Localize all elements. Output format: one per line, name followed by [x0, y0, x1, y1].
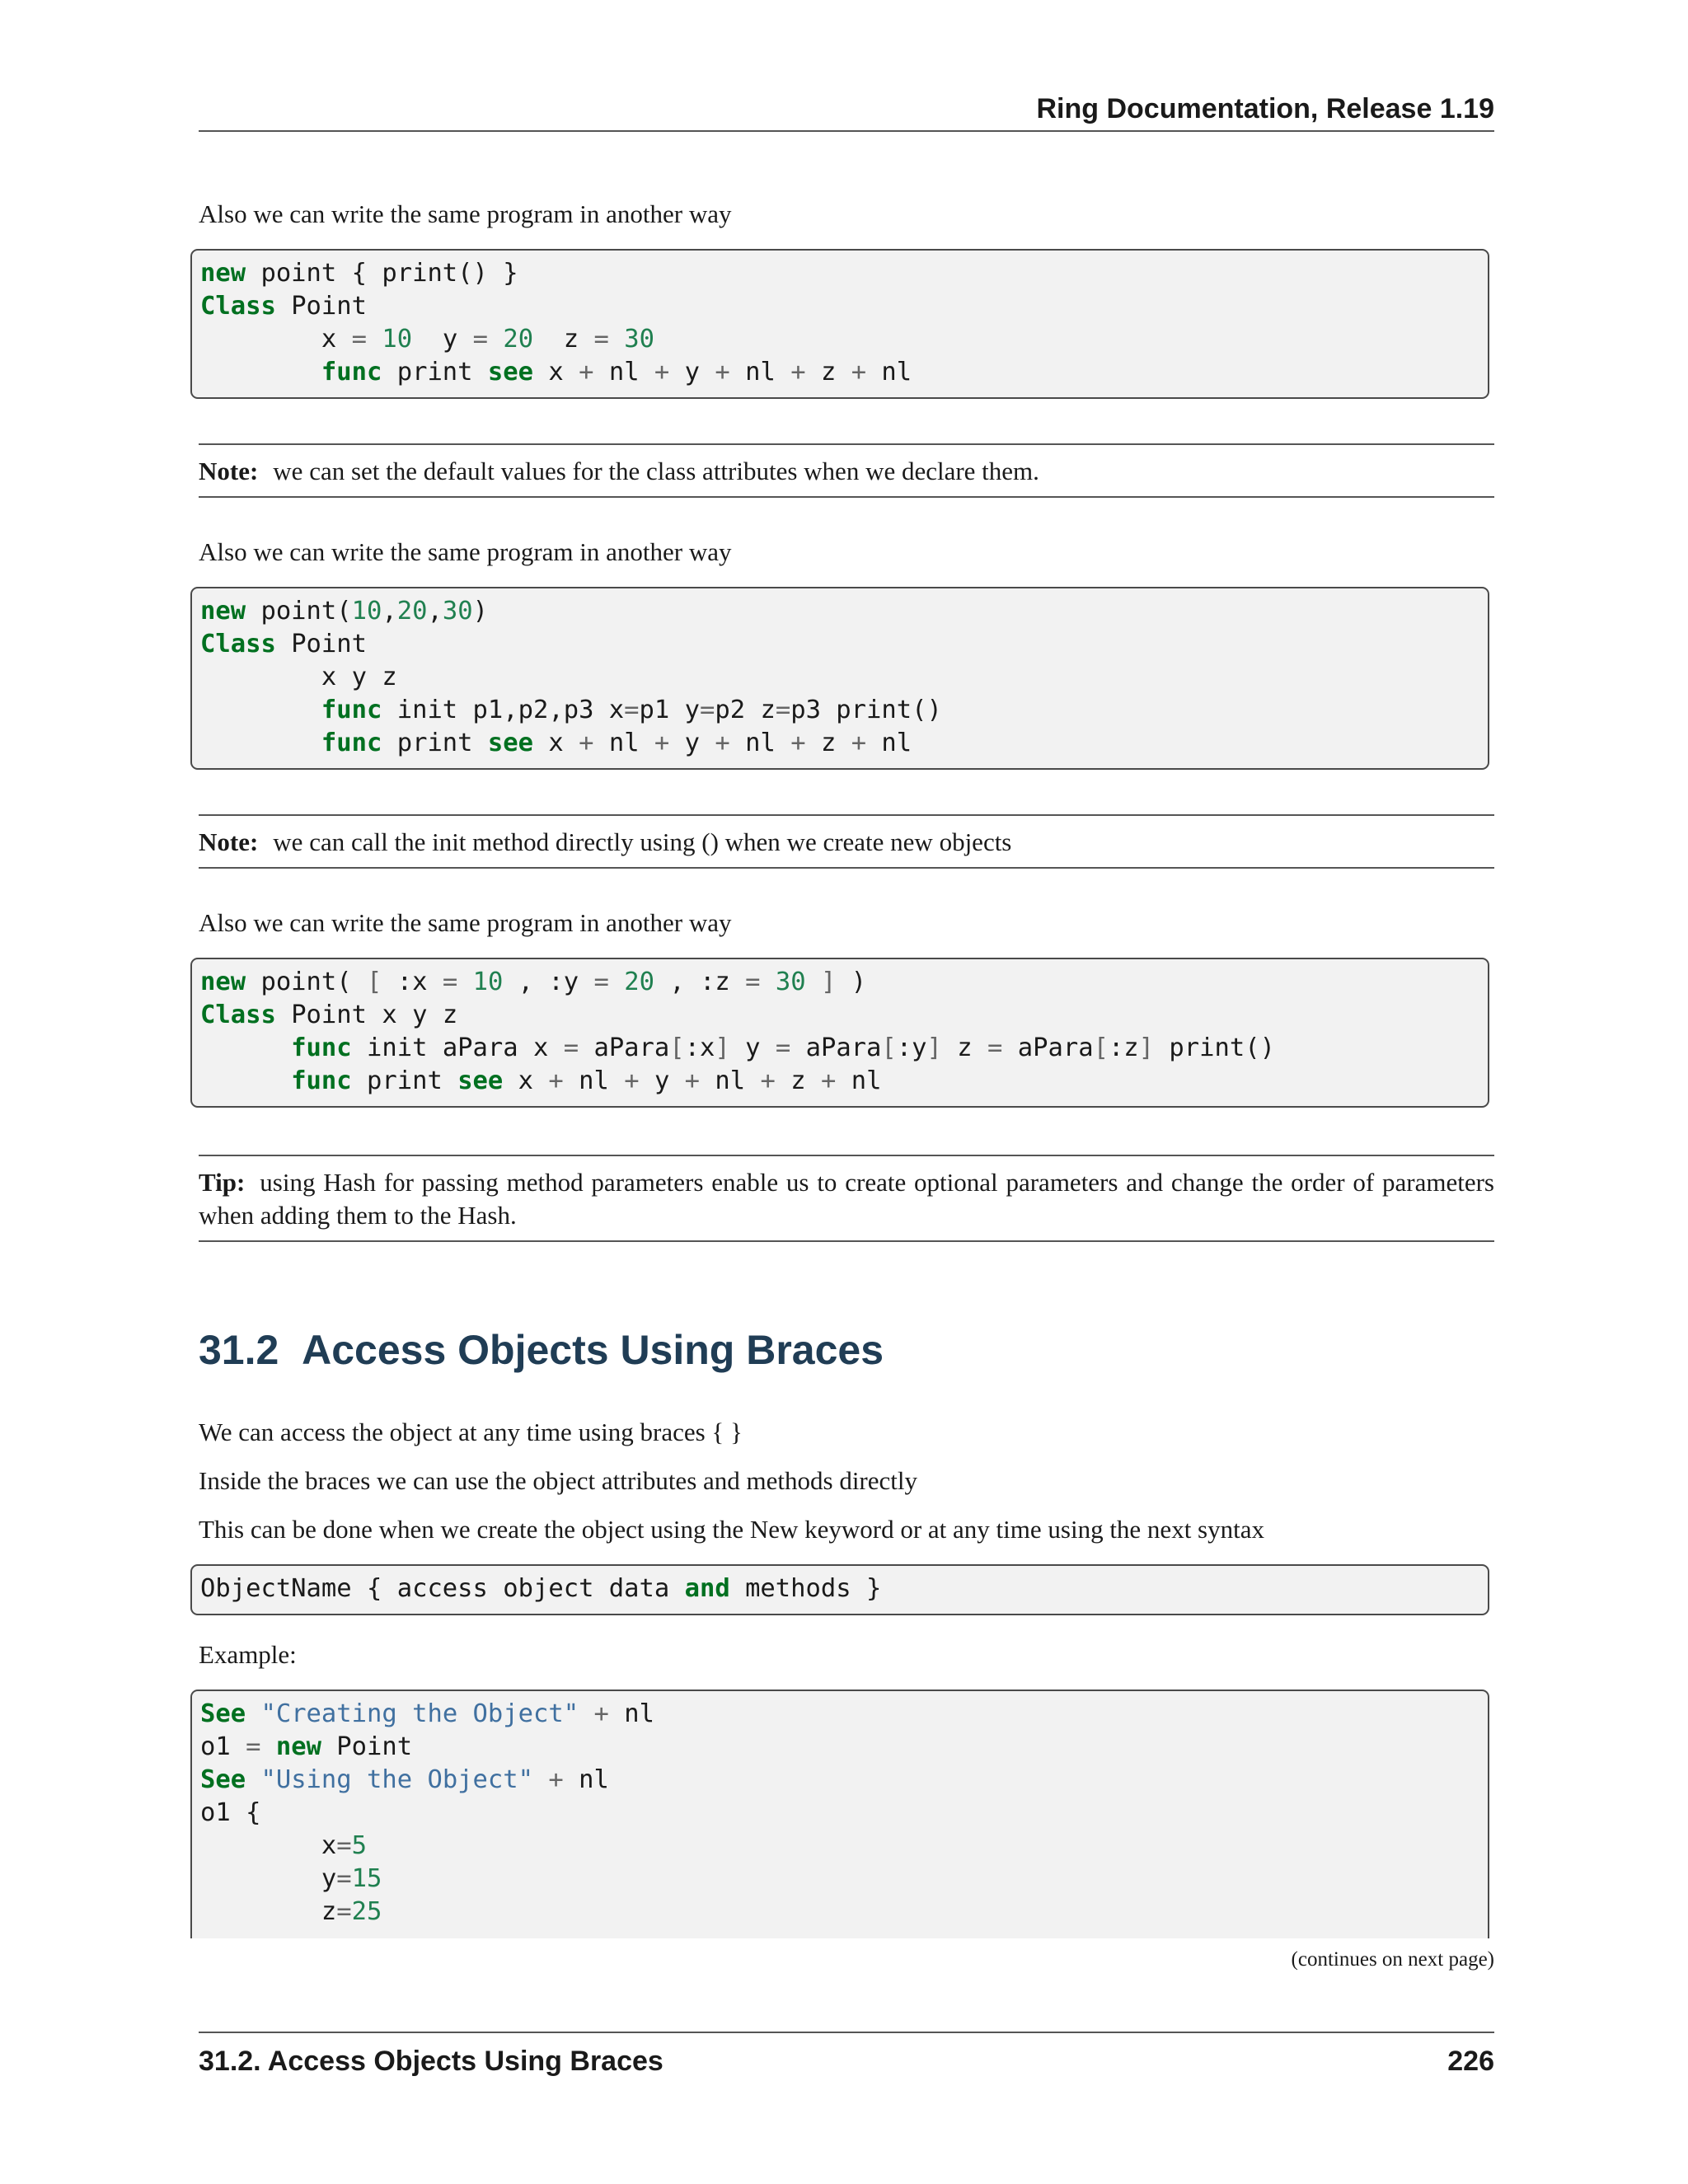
code-text: aPara [1002, 1033, 1094, 1062]
code-keyword: func [321, 696, 382, 724]
code-operator: + [548, 1066, 564, 1095]
code-operator: + [790, 729, 806, 757]
code-keyword: new [200, 597, 246, 626]
code-line [200, 1032, 1488, 1065]
code-text [200, 1066, 291, 1095]
code-number: 30 [775, 968, 806, 996]
code-keyword: Class [200, 292, 276, 321]
code-operator: [ [1093, 1033, 1109, 1062]
code-number: 20 [624, 968, 654, 996]
code-operator: ] [715, 1033, 730, 1062]
tip-text: using Hash for passing method parameters enable us to create optional parameters and change the order of parameters when adding them to the Hash. [199, 1168, 1494, 1230]
code-text: print [351, 1066, 458, 1095]
code-keyword: See [200, 1765, 246, 1794]
code-text: y [639, 1066, 685, 1095]
code-keyword: new [275, 1732, 321, 1761]
code-line [200, 727, 1488, 760]
code-text: point( [246, 597, 352, 626]
code-text: point { print() } [246, 259, 518, 288]
code-text: print [382, 358, 488, 387]
code-text: nl [563, 1765, 609, 1794]
code-text: nl [729, 729, 791, 757]
code-line [200, 356, 1488, 389]
code-text [806, 968, 821, 996]
code-number: 30 [442, 597, 473, 626]
code-number: 20 [396, 597, 428, 626]
code-block [190, 958, 1489, 1108]
note-text: we can set the default values for the class attributes when we declare them. [273, 457, 1039, 485]
code-line [200, 1065, 1488, 1098]
code-operator: + [593, 1699, 609, 1728]
code-keyword: See [200, 1699, 246, 1728]
code-operator: + [820, 1066, 837, 1095]
code-line [200, 1863, 1488, 1896]
code-text: :x [382, 968, 443, 996]
code-text [367, 325, 382, 354]
code-text: o1 [200, 1732, 246, 1761]
paragraph: Also we can write the same program in another way [199, 199, 732, 228]
code-text: ) [836, 968, 867, 996]
code-number: 20 [503, 325, 534, 354]
code-keyword: new [200, 259, 246, 288]
code-text: p1 y [639, 696, 700, 724]
code-number: 30 [624, 325, 654, 354]
note-box [199, 443, 1494, 498]
code-text: methods } [729, 1574, 882, 1603]
code-line [200, 1896, 1488, 1929]
code-operator: + [654, 729, 670, 757]
paragraph: Inside the braces we can use the object attributes and methods directly [199, 1466, 917, 1495]
code-number: 10 [382, 325, 413, 354]
continues-note: (continues on next page) [1291, 1948, 1494, 1971]
code-operator: = [336, 1831, 352, 1860]
code-operator: [ [367, 968, 382, 996]
code-text: Point [275, 292, 368, 321]
code-text: p2 z [715, 696, 776, 724]
code-keyword: Class [200, 1001, 276, 1029]
code-text: z [805, 358, 851, 387]
code-operator: ] [926, 1033, 942, 1062]
code-operator: = [700, 696, 715, 724]
code-text: z [941, 1033, 987, 1062]
code-text: z [200, 1897, 337, 1926]
code-keyword: see [487, 729, 533, 757]
code-text: y [669, 729, 715, 757]
paragraph: We can access the object at any time using braces { } [199, 1418, 743, 1446]
code-line [200, 661, 1488, 694]
code-text: o1 { [200, 1798, 261, 1827]
code-number: 10 [351, 597, 382, 626]
code-text: , :z [654, 968, 746, 996]
code-operator: + [715, 729, 730, 757]
code-text: init aPara x [351, 1033, 564, 1062]
code-text [488, 325, 503, 354]
tip-box [199, 1155, 1494, 1242]
code-text [200, 358, 321, 387]
code-text: x [533, 358, 579, 387]
code-string: "Using the Object" [260, 1765, 533, 1794]
code-text: nl [836, 1066, 882, 1095]
code-operator: + [684, 1066, 701, 1095]
code-line [200, 595, 1488, 628]
code-block [190, 249, 1489, 399]
code-line [200, 1572, 1488, 1605]
code-text [761, 968, 776, 996]
code-text: y [669, 358, 715, 387]
code-keyword: func [291, 1066, 352, 1095]
code-text: , [382, 597, 397, 626]
code-text: :y [896, 1033, 927, 1062]
code-operator: = [351, 325, 368, 354]
note-label: Note: [199, 457, 259, 485]
code-text: aPara [579, 1033, 670, 1062]
code-operator: = [775, 1033, 791, 1062]
code-text [609, 968, 624, 996]
code-operator: = [442, 968, 458, 996]
code-line [200, 1797, 1488, 1830]
code-number: 5 [351, 1831, 368, 1860]
code-text [579, 1699, 593, 1728]
code-operator: [ [669, 1033, 685, 1062]
code-text: Point x y z [275, 1001, 458, 1029]
code-operator: [ [881, 1033, 897, 1062]
page-number: 226 [1447, 2046, 1494, 2077]
code-text [246, 1765, 260, 1794]
code-text: nl [608, 1699, 654, 1728]
code-operator: + [851, 729, 867, 757]
code-text: nl [563, 1066, 625, 1095]
code-text: , [427, 597, 443, 626]
header-title: Ring Documentation, Release 1.19 [1036, 93, 1494, 124]
code-line [200, 628, 1488, 661]
code-text: aPara [790, 1033, 882, 1062]
code-text: p3 print() [790, 696, 942, 724]
code-text: ObjectName { access object data [200, 1574, 685, 1603]
code-operator: ] [1138, 1033, 1155, 1062]
code-operator: = [336, 1897, 352, 1926]
code-text: point( [246, 968, 367, 996]
code-text: , :y [503, 968, 594, 996]
example-code-block [190, 1690, 1489, 1938]
code-text: x y z [200, 663, 397, 691]
code-operator: ] [821, 968, 837, 996]
code-string: "Creating the Object" [260, 1699, 579, 1728]
code-keyword: see [457, 1066, 504, 1095]
code-operator: = [624, 696, 640, 724]
paragraph: Also we can write the same program in another way [199, 908, 732, 937]
code-text [260, 1732, 275, 1761]
code-text: nl [700, 1066, 761, 1095]
paragraph: Also we can write the same program in another way [199, 537, 732, 566]
code-text: ) [472, 597, 488, 626]
code-operator: + [548, 1765, 564, 1794]
code-line [200, 999, 1488, 1032]
code-text: y [200, 1864, 337, 1893]
code-operator: + [579, 729, 594, 757]
code-line [200, 1731, 1488, 1764]
section-heading [199, 1325, 884, 1375]
code-operator: = [593, 968, 609, 996]
code-text [200, 729, 321, 757]
code-text: x [200, 325, 352, 354]
code-line [200, 257, 1488, 290]
code-text: init p1,p2,p3 x [382, 696, 625, 724]
code-operator: = [472, 325, 488, 354]
code-number: 10 [472, 968, 504, 996]
code-text [533, 1765, 548, 1794]
code-keyword: new [200, 968, 246, 996]
code-text: x [533, 729, 579, 757]
code-text: print [382, 729, 488, 757]
code-operator: = [563, 1033, 579, 1062]
code-text: nl [729, 358, 791, 387]
note-box [199, 814, 1494, 869]
code-block [190, 587, 1489, 770]
code-line [200, 1830, 1488, 1863]
code-keyword: func [321, 729, 382, 757]
code-text: Point [321, 1732, 413, 1761]
code-line [200, 1698, 1488, 1731]
code-text: x [200, 1831, 337, 1860]
code-line [200, 1764, 1488, 1797]
code-keyword: see [487, 358, 533, 387]
code-text: nl [866, 729, 912, 757]
code-operator: + [715, 358, 730, 387]
code-operator: + [760, 1066, 776, 1095]
code-text: nl [593, 729, 654, 757]
code-operator: = [775, 696, 791, 724]
code-line [200, 966, 1488, 999]
code-text [200, 696, 321, 724]
code-operator: + [624, 1066, 640, 1095]
code-text: nl [593, 358, 654, 387]
paragraph: Example: [199, 1640, 297, 1669]
syntax-code-block [190, 1564, 1489, 1615]
code-text: Point [275, 630, 368, 658]
code-text [200, 1033, 291, 1062]
section-title: Access Objects Using Braces [302, 1327, 884, 1373]
code-operator: = [987, 1033, 1003, 1062]
code-operator: = [745, 968, 761, 996]
code-text: x [503, 1066, 549, 1095]
footer-section: 31.2. Access Objects Using Braces [199, 2046, 663, 2077]
code-operator: + [790, 358, 806, 387]
code-text: z [533, 325, 594, 354]
code-text: :z [1108, 1033, 1139, 1062]
code-text [457, 968, 472, 996]
code-keyword: func [291, 1033, 352, 1062]
code-keyword: Class [200, 630, 276, 658]
code-text: nl [866, 358, 912, 387]
code-operator: + [851, 358, 867, 387]
code-text: z [805, 729, 851, 757]
code-operator: = [246, 1732, 261, 1761]
code-operator: + [654, 358, 670, 387]
code-text: z [775, 1066, 821, 1095]
code-line [200, 290, 1488, 323]
code-line [200, 694, 1488, 727]
page-header [199, 92, 1494, 132]
page-footer [199, 2032, 1494, 2078]
code-line [200, 323, 1488, 356]
section-number: 31.2 [199, 1327, 279, 1373]
code-keyword: and [684, 1574, 730, 1603]
code-text: y [729, 1033, 776, 1062]
code-text [609, 325, 624, 354]
note-text: we can call the init method directly using () when we create new objects [273, 827, 1012, 856]
code-text [246, 1699, 260, 1728]
code-text: :x [684, 1033, 715, 1062]
code-operator: + [579, 358, 594, 387]
code-number: 15 [351, 1864, 382, 1893]
code-text: y [412, 325, 473, 354]
paragraph: This can be done when we create the object using the New keyword or at any time using the next syntax [199, 1515, 1264, 1544]
code-operator: = [593, 325, 609, 354]
code-operator: = [336, 1864, 352, 1893]
note-label: Note: [199, 827, 259, 856]
code-number: 25 [351, 1897, 382, 1926]
tip-label: Tip: [199, 1168, 246, 1197]
code-text: print() [1154, 1033, 1275, 1062]
code-keyword: func [321, 358, 382, 387]
